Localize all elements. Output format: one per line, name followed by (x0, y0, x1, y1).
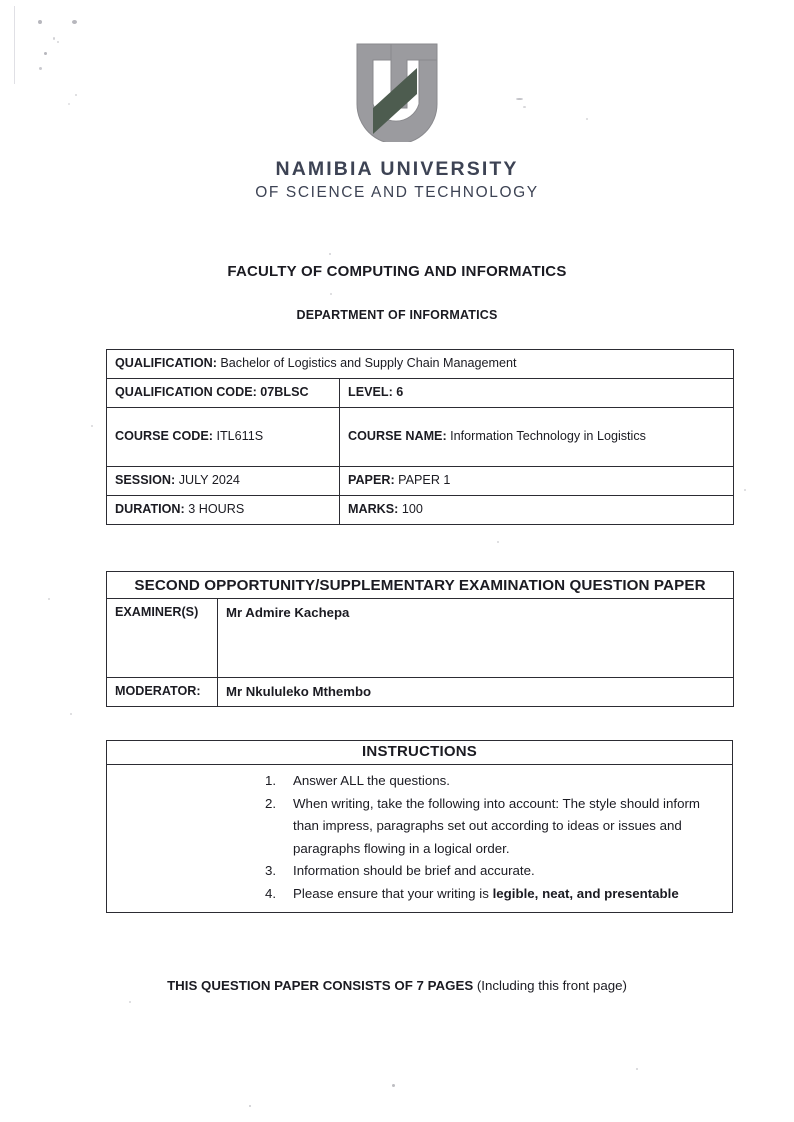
table-row (107, 572, 734, 599)
course-name-value: Information Technology in Logistics (450, 429, 646, 444)
scan-speck (249, 1105, 251, 1107)
scan-speck (329, 253, 331, 255)
scan-speck (48, 598, 50, 600)
scan-speck (70, 713, 72, 715)
faculty-heading: FACULTY OF COMPUTING AND INFORMATICS (227, 263, 567, 280)
table-row (107, 408, 734, 467)
duration-cell (107, 496, 340, 525)
scan-speck (72, 20, 77, 24)
instructions-body (107, 765, 733, 913)
instruction-text: When writing, take the following into account: The style should inform than impress, paragraphs set out according to ideas or issues and paragraphs flowing in a logical order. (293, 795, 700, 856)
university-name-line1: NAMIBIA UNIVERSITY (275, 158, 519, 180)
level-value: 6 (396, 385, 404, 400)
university-name-line2: OF SCIENCE AND TECHNOLOGY (255, 184, 539, 201)
table-row (107, 765, 733, 913)
duration-value: 3 HOURS (188, 502, 245, 517)
table-row (107, 741, 733, 765)
paper-value: PAPER 1 (398, 473, 451, 488)
page-count-note (0, 978, 794, 993)
qualification-code-cell (107, 379, 340, 408)
paper-label: PAPER: (348, 473, 395, 488)
university-wordmark (0, 158, 794, 202)
session-cell (107, 467, 340, 496)
course-name-label: COURSE NAME: (348, 429, 447, 444)
scan-speck (38, 20, 42, 24)
marks-cell (340, 496, 734, 525)
marks-label: MARKS: (348, 502, 399, 517)
instruction-bold-text: legible, neat, and presentable (492, 885, 679, 901)
scan-speck (129, 1001, 131, 1003)
scan-speck (744, 489, 746, 491)
session-label: SESSION: (115, 473, 176, 488)
table-row (107, 599, 734, 678)
page-count-strong: THIS QUESTION PAPER CONSISTS OF 7 PAGES (167, 978, 474, 993)
instructions-table (106, 740, 733, 913)
instruction-text: Please ensure that your writing is (293, 885, 493, 901)
instructions-heading: INSTRUCTIONS (107, 741, 733, 765)
qualification-info-table (106, 349, 734, 525)
exam-paper-title: SECOND OPPORTUNITY/SUPPLEMENTARY EXAMINATION QUESTION PAPER (107, 572, 734, 599)
instruction-text: Information should be brief and accurate. (293, 863, 535, 878)
course-code-label: COURSE CODE: (115, 429, 213, 444)
course-code-cell (107, 408, 340, 467)
page-count-light: (Including this front page) (473, 978, 627, 993)
table-row (107, 467, 734, 496)
instructions-list (113, 770, 726, 905)
list-item (265, 770, 726, 793)
paper-cell (340, 467, 734, 496)
course-name-cell (340, 408, 734, 467)
nust-logo (0, 42, 794, 142)
scan-speck (392, 1084, 395, 1087)
table-row (107, 678, 734, 707)
scan-speck (53, 37, 55, 40)
session-value: JULY 2024 (178, 473, 240, 488)
list-item (265, 883, 726, 906)
table-row (107, 350, 734, 379)
level-cell (340, 379, 734, 408)
qualification-code-label: QUALIFICATION CODE: (115, 385, 257, 400)
qualification-label: QUALIFICATION: (115, 356, 217, 371)
instruction-text: Answer ALL the questions. (293, 773, 450, 788)
duration-label: DURATION: (115, 502, 185, 517)
table-row (107, 379, 734, 408)
scan-speck (497, 541, 499, 543)
scan-speck (330, 293, 332, 295)
nust-shield-logo (351, 42, 443, 142)
examiner-label: EXAMINER(S) (107, 599, 218, 678)
level-label: LEVEL: (348, 385, 393, 400)
moderator-label: MODERATOR: (107, 678, 218, 707)
course-code-value: ITL611S (216, 429, 264, 444)
examination-header-table (106, 571, 734, 707)
qualification-value: Bachelor of Logistics and Supply Chain Management (220, 356, 517, 371)
examiner-value: Mr Admire Kachepa (218, 599, 734, 678)
department-heading: DEPARTMENT OF INFORMATICS (296, 308, 498, 322)
scan-speck (91, 425, 93, 427)
list-item (265, 793, 726, 861)
qualification-code-value: 07BLSC (260, 385, 309, 400)
table-row (107, 496, 734, 525)
list-item (265, 860, 726, 883)
scan-speck (636, 1068, 638, 1070)
qualification-cell (107, 350, 734, 379)
moderator-value: Mr Nkululeko Mthembo (218, 678, 734, 707)
marks-value: 100 (401, 502, 423, 517)
